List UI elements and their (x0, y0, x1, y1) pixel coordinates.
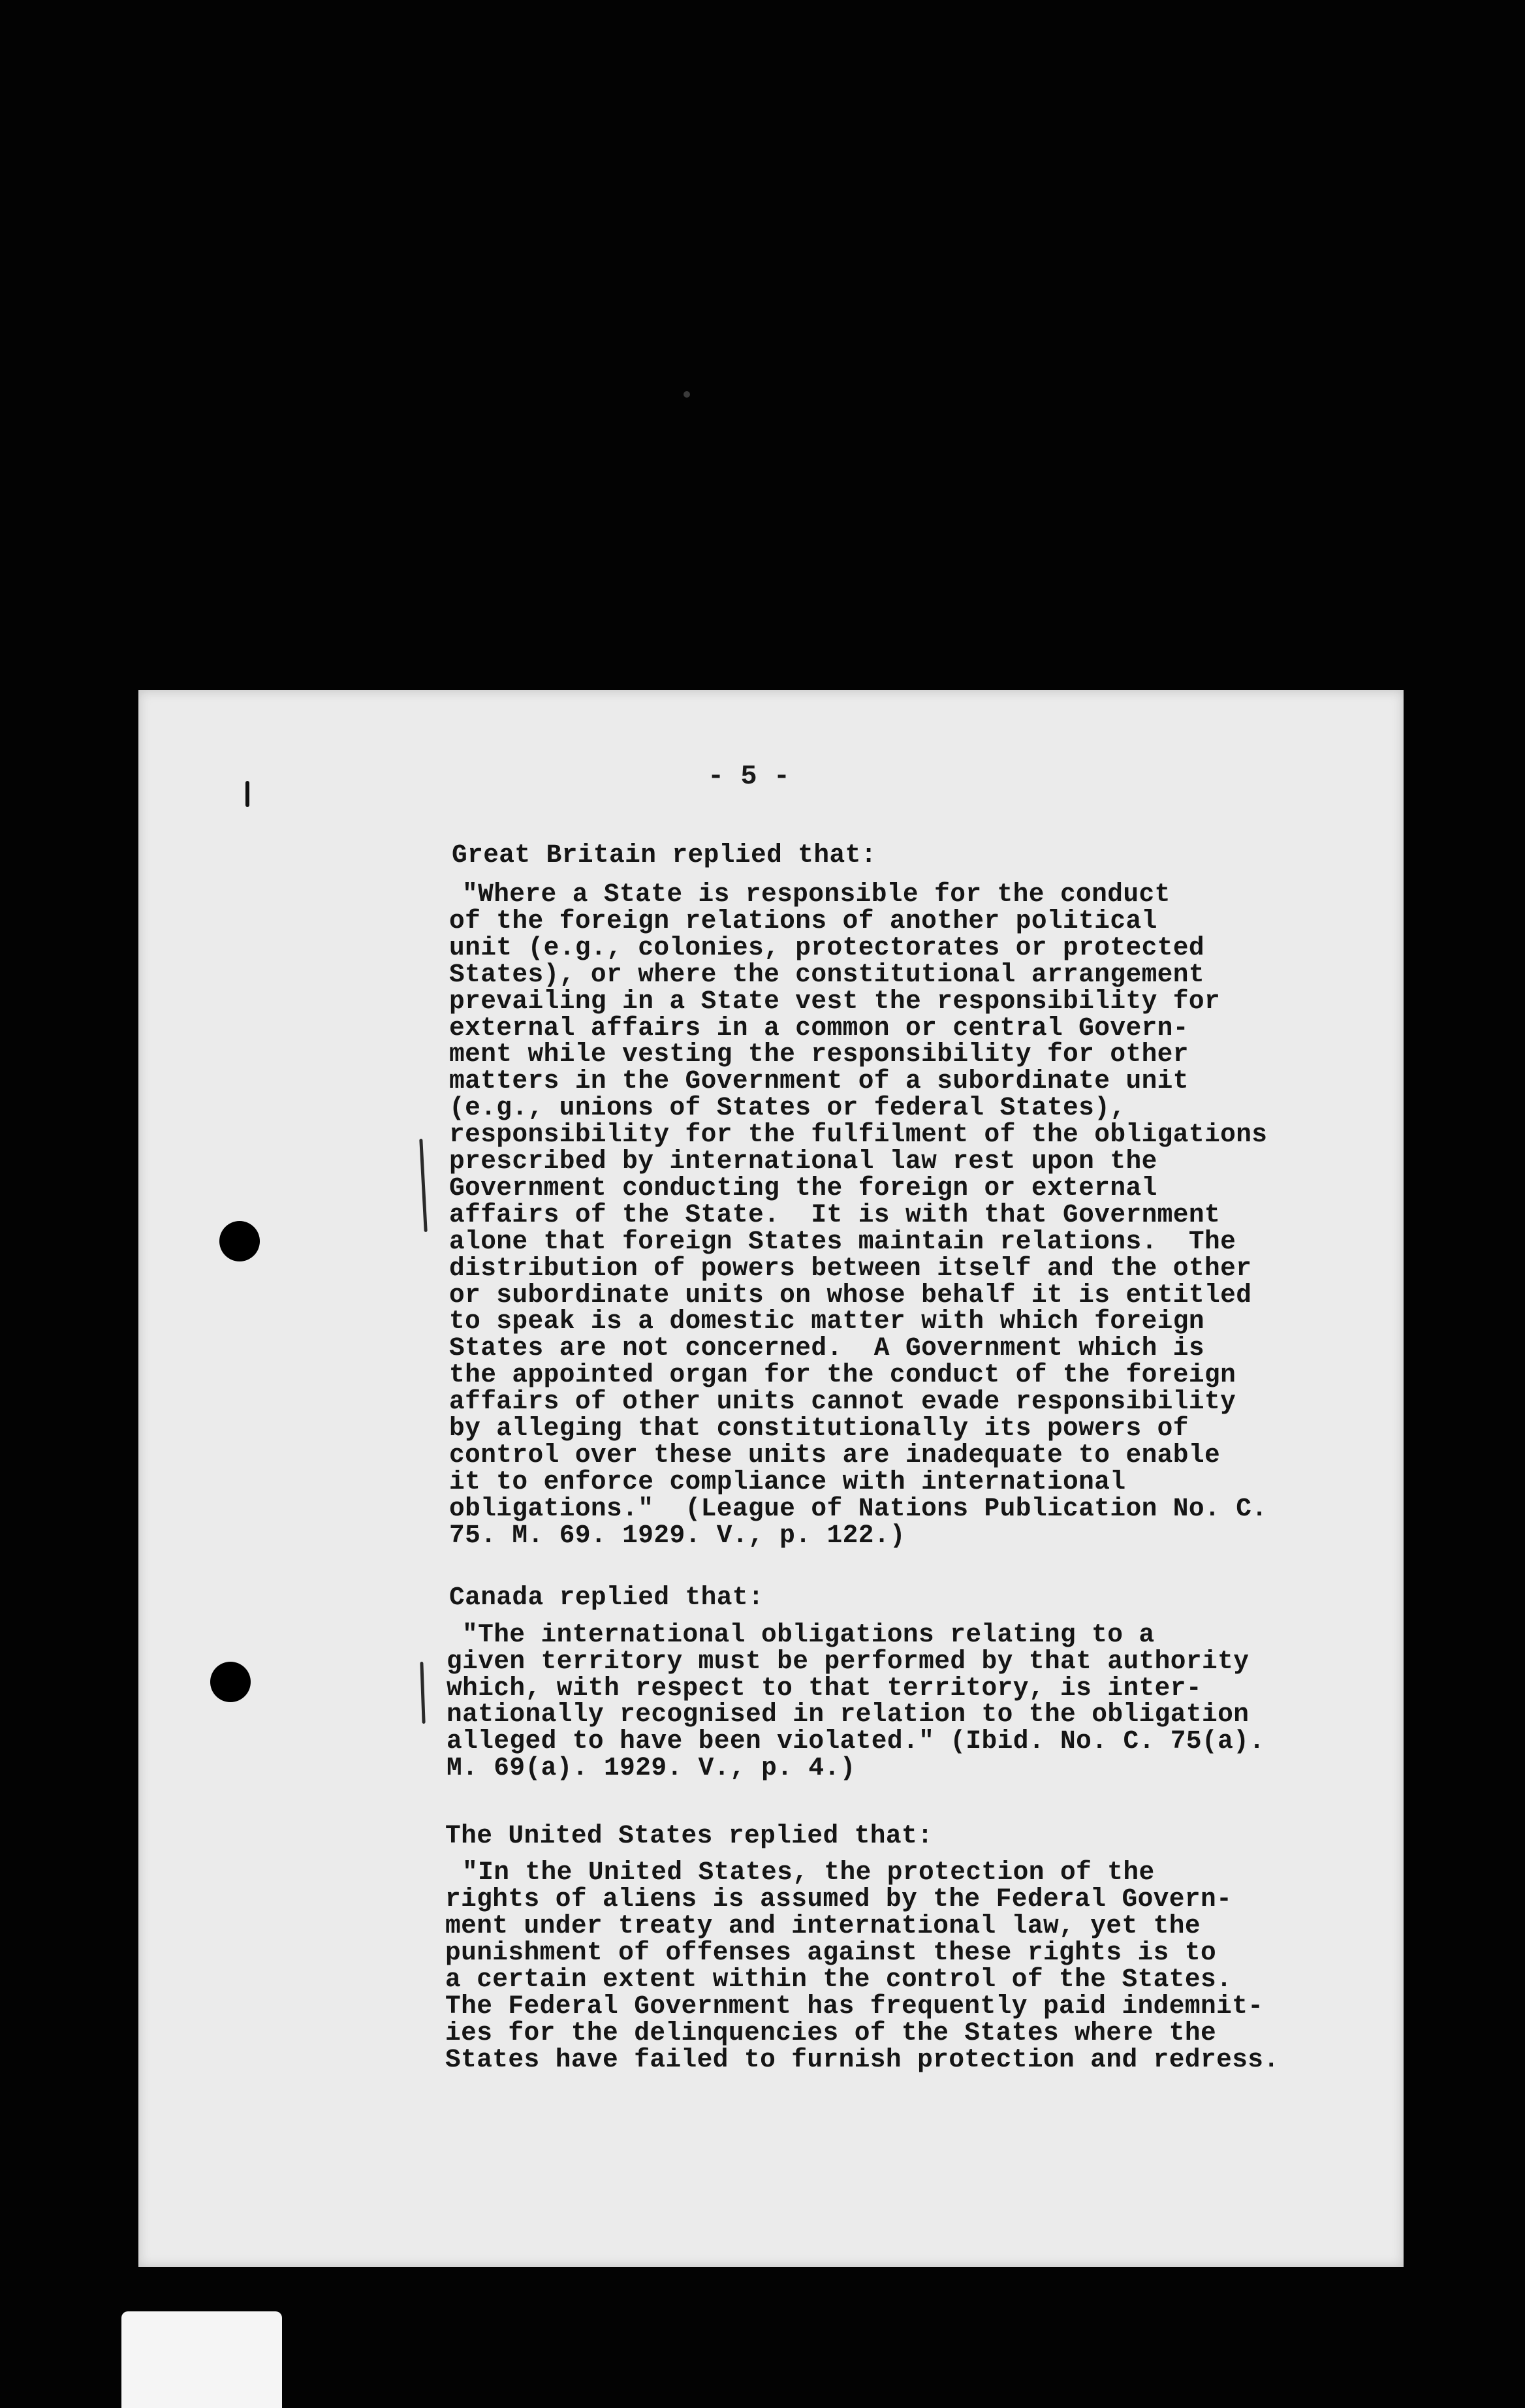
film-leader-tab (121, 2311, 282, 2408)
quote-line: control over these units are inadequate to enable (449, 1440, 1221, 1470)
quote-line: prevailing in a State vest the responsibility for (449, 986, 1221, 1016)
quote-line: distribution of powers between itself and the other (449, 1253, 1252, 1283)
quote-line: given territory must be performed by that authority (447, 1646, 1250, 1676)
quote-line: obligations." (League of Nations Publication No. C. (449, 1493, 1268, 1523)
quote-line: prescribed by international law rest upon the (449, 1147, 1157, 1176)
punch-hole (219, 1221, 260, 1261)
quote-line: ment while vesting the responsibility for other (449, 1039, 1189, 1069)
section-intro: The United States replied that: (445, 1821, 934, 1850)
quote-line: of the foreign relations of another political (449, 906, 1157, 936)
quote-line: affairs of other units cannot evade responsibility (449, 1387, 1236, 1417)
quote-line: Government conducting the foreign or external (449, 1173, 1157, 1203)
quote-line: affairs of the State. It is with that Government (449, 1199, 1221, 1229)
quote-line: responsibility for the fulfilment of the obligations (449, 1120, 1268, 1150)
quote-line: alleged to have been violated." (Ibid. No. C. 75(a). (447, 1726, 1265, 1756)
margin-line-mark (419, 1139, 427, 1232)
quote-line: alone that foreign States maintain relations. The (449, 1226, 1236, 1256)
quote-line: external affairs in a common or central Govern- (449, 1013, 1189, 1043)
quote-line: "In the United States, the protection of the (462, 1858, 1155, 1887)
quote-line: matters in the Government of a subordinate unit (449, 1066, 1189, 1096)
quote-line: or subordinate units on whose behalf it is entitled (449, 1280, 1252, 1310)
quote-line: unit (e.g., colonies, protectorates or protected (449, 932, 1204, 962)
quote-line: it to enforce compliance with international (449, 1466, 1126, 1497)
scan-speck (684, 391, 690, 398)
margin-line-mark (420, 1662, 425, 1724)
quote-line: The Federal Government has frequently paid indemnit- (445, 1991, 1264, 2021)
quote-line: "Where a State is responsible for the conduct (462, 879, 1171, 909)
margin-tick-mark (245, 781, 249, 807)
quote-line: which, with respect to that territory, is inter- (447, 1673, 1202, 1703)
quote-line: nationally recognised in relation to the obligation (447, 1700, 1250, 1730)
quote-line: the appointed organ for the conduct of the foreign (449, 1360, 1236, 1390)
quote-line: ment under treaty and international law, yet the (445, 1911, 1201, 1941)
quote-line: States have failed to furnish protection and redress. (445, 2045, 1280, 2074)
quote-line: ies for the delinquencies of the States where the (445, 2018, 1217, 2048)
quote-line: States), or where the constitutional arrangement (449, 959, 1204, 989)
section-intro: Canada replied that: (449, 1583, 764, 1612)
quote-line: States are not concerned. A Government which is (449, 1333, 1204, 1363)
quote-line: a certain extent within the control of the States. (445, 1965, 1233, 1994)
quote-line: by alleging that constitutionally its powers of (449, 1414, 1189, 1443)
section-intro: Great Britain replied that: (452, 840, 877, 870)
quote-line: M. 69(a). 1929. V., p. 4.) (447, 1753, 856, 1782)
document-page (138, 690, 1404, 2267)
quote-line: "The international obligations relating to a (462, 1620, 1155, 1649)
quote-line: rights of aliens is assumed by the Federal Govern- (445, 1884, 1233, 1914)
punch-hole (210, 1662, 251, 1702)
quote-line: (e.g., unions of States or federal States), (449, 1093, 1126, 1123)
quote-line: 75. M. 69. 1929. V., p. 122.) (449, 1520, 906, 1550)
quote-line: punishment of offenses against these rights is to (445, 1938, 1217, 1967)
quote-line: to speak is a domestic matter with which foreign (449, 1307, 1204, 1337)
page-number: - 5 - (708, 761, 791, 792)
